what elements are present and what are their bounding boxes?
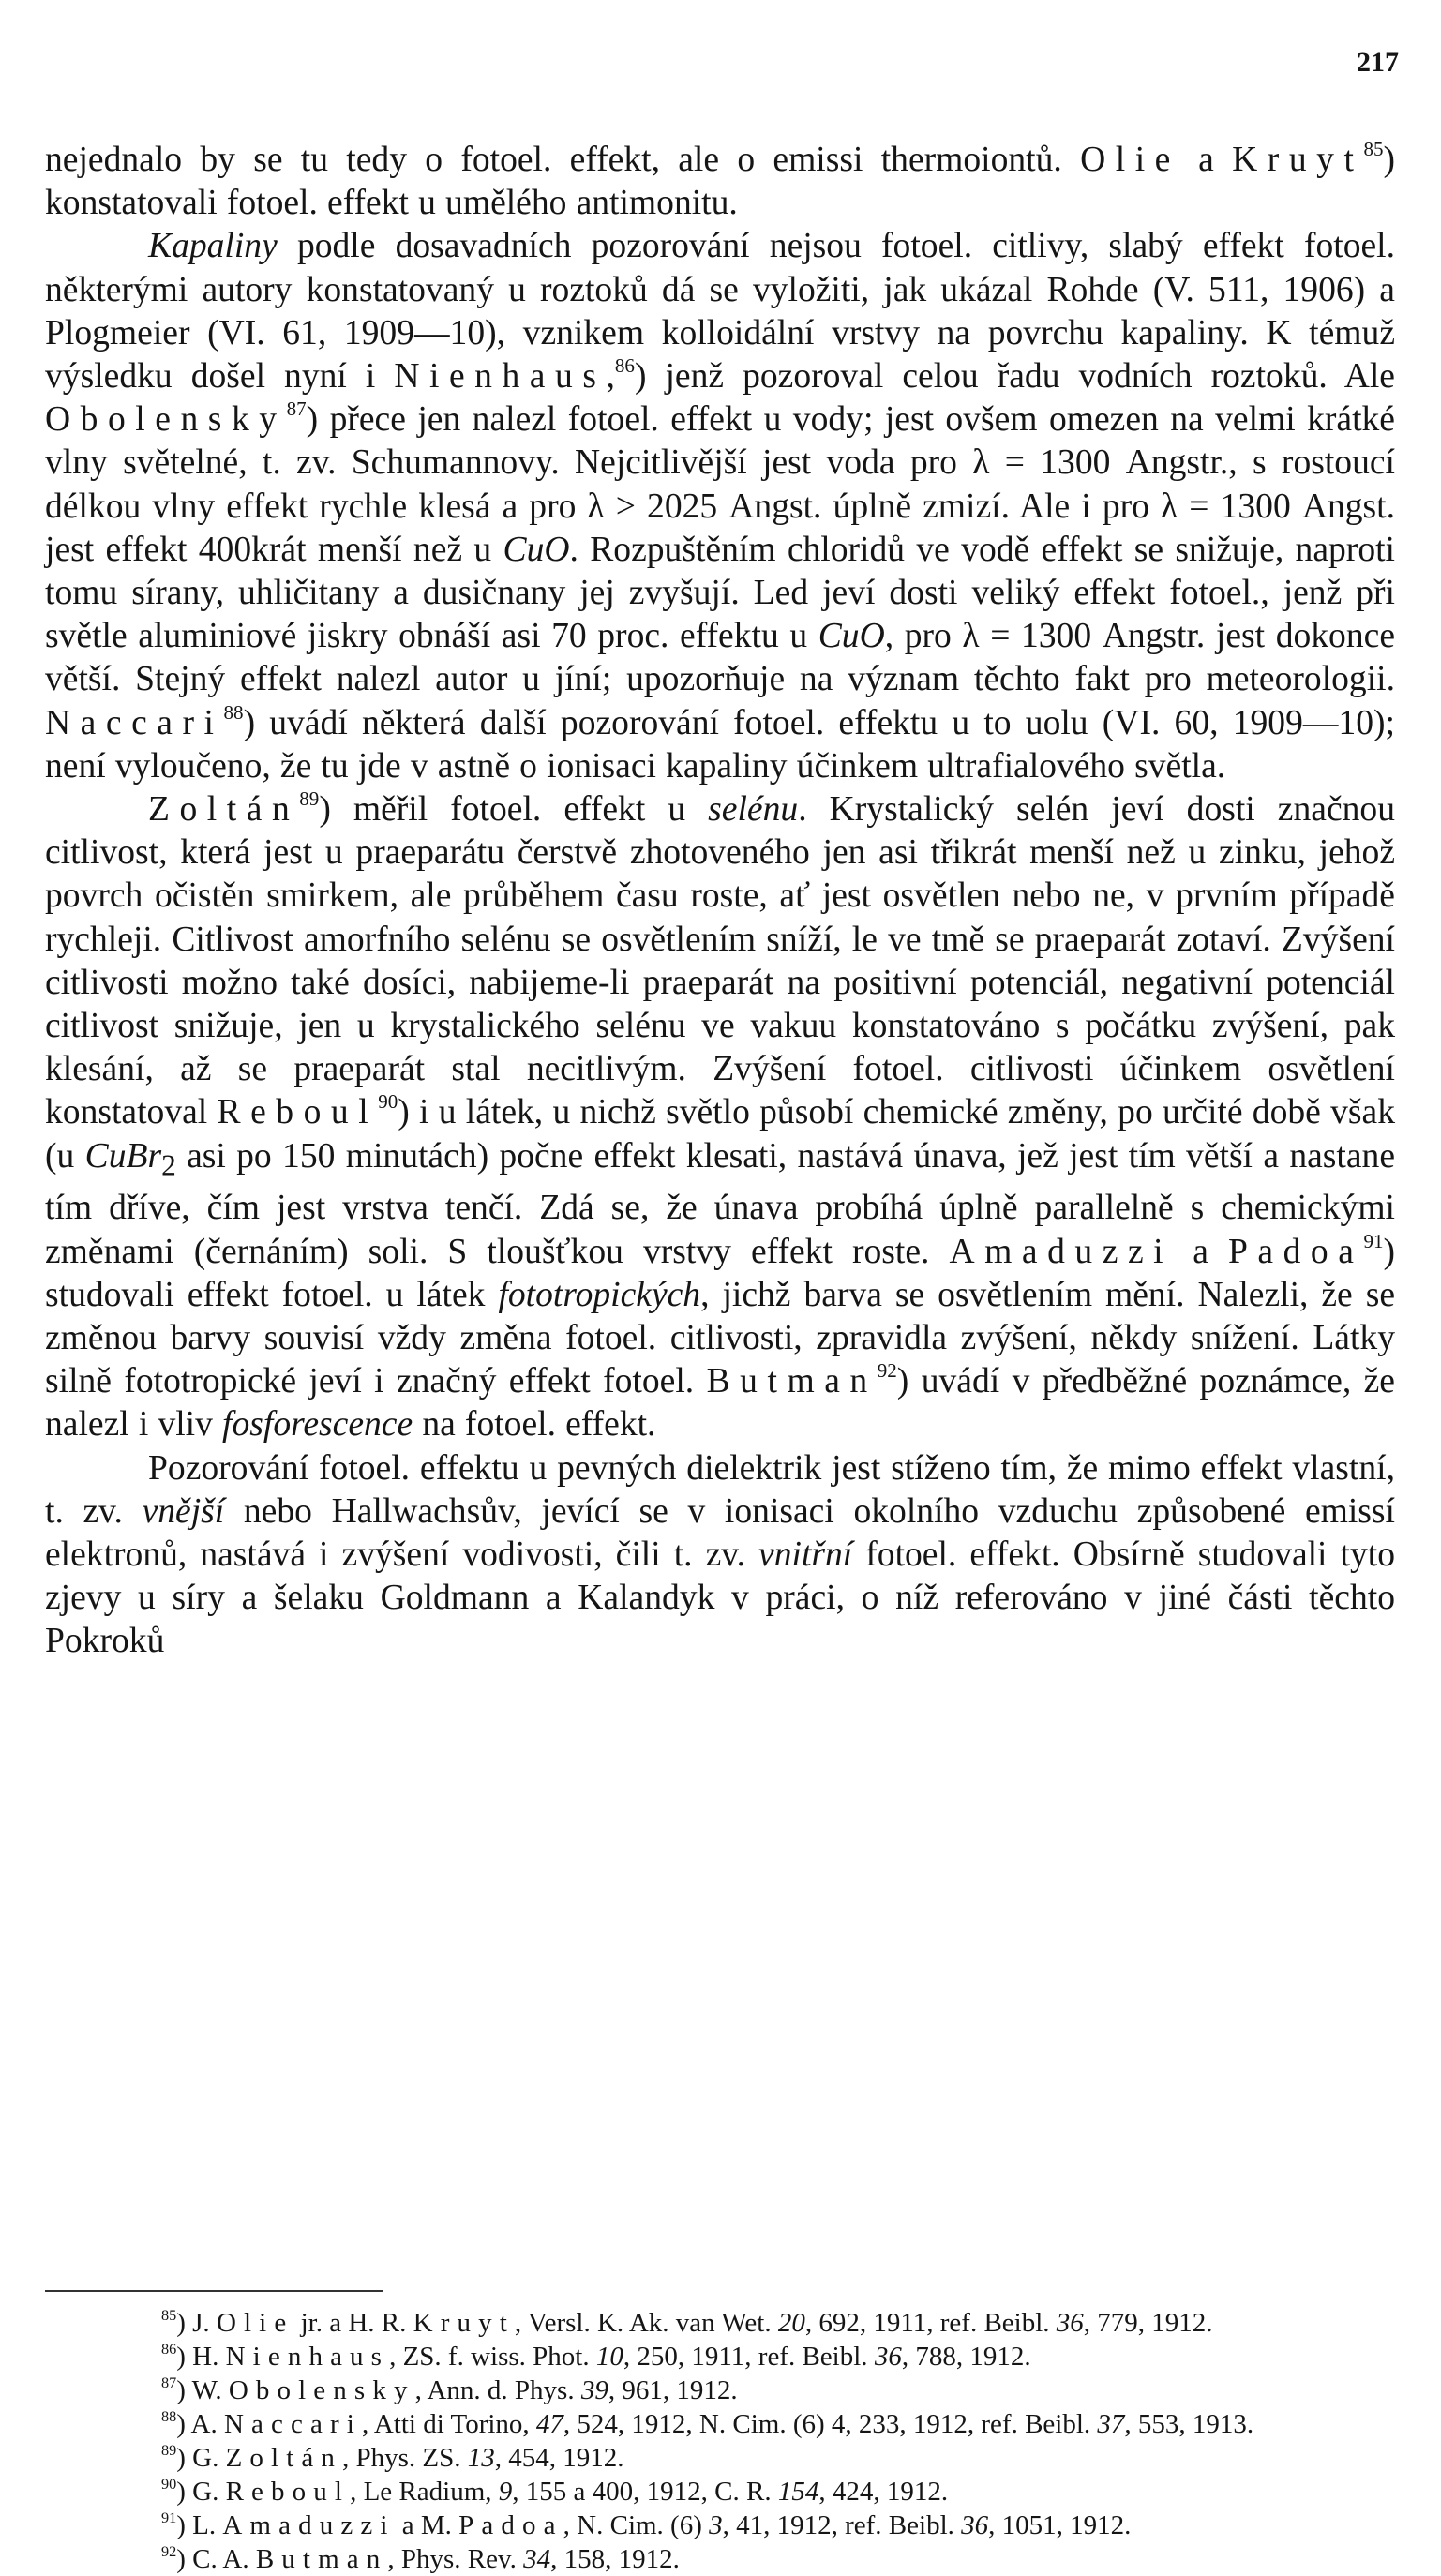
text-run: . Rozpuštěním chloridů ve vodě effekt se snižuje, naproti tomu sírany, uhličitany a dusičnany jej zvyšují. Led jeví dosti veliký effekt fotoel., jenž při světle aluminiové jiskry obnáší asi 70 proc. effektu u	[45, 530, 1395, 656]
author-name: Butman	[255, 2544, 388, 2574]
author-name: Olie	[216, 2308, 294, 2338]
footnote-ref: 90	[378, 1090, 398, 1114]
footnote-ref: 92	[161, 2542, 177, 2560]
italic-term: 36	[961, 2510, 989, 2540]
text-run: fotoel. effekt. Obsírně studovali tyto zjevy u síry a šelaku Goldmann a Kalandyk v práci, o níž referováno v jiné části těchto Pokroků	[45, 1535, 1395, 1661]
author-name: Amaduzzi	[949, 1232, 1174, 1271]
text-run: ) G.	[176, 2443, 226, 2473]
text-run: , jichž barva se osvětlením mění. Nalezli, že se změnou barvy souvisí vždy změna fotoel. citlivosti, zpravidla zvýšení, někdy snížení. Látky silně fototropické jeví i značný effekt fotoel.	[45, 1275, 1396, 1401]
page-number: 217	[1357, 47, 1399, 78]
footnote	[45, 2542, 1395, 2576]
italic-term: fototropických	[498, 1275, 701, 1314]
author-name: Obolensky	[45, 400, 287, 440]
subscript: 2	[161, 1148, 176, 1182]
italic-term: fosforescence	[222, 1405, 413, 1445]
text-run: , 788, 1912.	[901, 2342, 1031, 2372]
author-name: Obolensky	[228, 2375, 415, 2405]
italic-term: 20	[777, 2308, 805, 2338]
paragraph	[45, 788, 1395, 1447]
text-run: , 454, 1912.	[494, 2443, 624, 2473]
text-run: ) H.	[176, 2342, 226, 2372]
text-run: , Versl. K. Ak. van Wet.	[514, 2308, 778, 2338]
text-run: , 524, 1912, N. Cim. (6) 4, 233, 1912, ref. Beibl.	[563, 2409, 1098, 2439]
footnote-ref: 91	[161, 2509, 177, 2526]
author-name: Kruyt	[413, 2308, 515, 2338]
italic-term: vnitřní	[758, 1535, 853, 1575]
italic-term: 36	[1056, 2308, 1084, 2338]
text-run: , 155 a 400, 1912, C. R.	[512, 2477, 778, 2507]
paragraph	[45, 225, 1395, 788]
footnote	[45, 2374, 1395, 2407]
text-run: , 158, 1912.	[550, 2544, 680, 2574]
text-run: , Atti di Torino,	[361, 2409, 536, 2439]
text-run: ) i u látek, u nichž světlo působí chemické změny, po určité době však (u	[45, 1093, 1395, 1176]
footnote	[45, 2509, 1395, 2542]
text-run: ) W.	[176, 2375, 229, 2405]
text-run: ) uvádí v předběžné poznámce, že nalezl i vliv	[45, 1362, 1395, 1445]
text-run: asi po 150 minutách) počne effekt klesati, nastává únava, jež jest tím větší a nastane tím dříve, čím jest vrstva tenčí. Zdá se, že únava probíhá úplně parallelně s chemickými změnami (černáním) soli. S tloušťkou vrstvy effekt roste.	[45, 1136, 1396, 1271]
italic-term: CuBr	[84, 1136, 162, 1176]
footnote-ref: 87	[161, 2374, 177, 2391]
text-run: , ZS. f. wiss. Phot.	[389, 2342, 596, 2372]
author-name: Zoltán	[148, 790, 300, 830]
footnote-ref: 86	[161, 2340, 177, 2358]
author-name: Reboul	[217, 1093, 379, 1132]
italic-term: Kapaliny	[148, 227, 278, 266]
footnote-ref: 89	[161, 2441, 177, 2459]
text-run: , 424, 1912.	[818, 2477, 949, 2507]
text-run: , 553, 1913.	[1124, 2409, 1254, 2439]
text-run: nejednalo by se tu tedy o fotoel. effekt, ale o emissi thermoiontů.	[45, 141, 1081, 179]
text-run: ) J.	[176, 2308, 217, 2338]
italic-term: 36	[874, 2342, 902, 2372]
footnote-ref: 91	[1363, 1229, 1384, 1252]
author-name: Padoa	[1227, 1232, 1364, 1271]
footnote-ref: 88	[161, 2407, 177, 2425]
footnote-ref: 85	[1363, 138, 1384, 161]
text-run: na fotoel. effekt.	[413, 1405, 656, 1445]
italic-term: 9	[498, 2477, 513, 2507]
paragraph	[45, 1447, 1395, 1664]
text-run: , 41, 1912, ref. Beibl.	[722, 2510, 962, 2540]
text-run: a	[1179, 141, 1233, 179]
italic-term: 37	[1097, 2409, 1125, 2439]
author-name: Padoa	[458, 2510, 563, 2540]
text-run: , 961, 1912.	[608, 2375, 738, 2405]
text-run: , 250, 1911, ref. Beibl.	[623, 2342, 875, 2372]
footnote	[45, 2475, 1395, 2509]
text-run: Pozorování fotoel. effektu u pevných dielektrik jest stíženo tím, že mimo effekt vlastní, t. zv.	[45, 1448, 1395, 1531]
italic-term: vnější	[142, 1491, 225, 1531]
text-run: ) A.	[176, 2409, 224, 2439]
text-run: ) konstatovali fotoel. effekt u umělého antimonitu.	[45, 141, 1395, 223]
text-run: jr. a H. R.	[293, 2308, 413, 2338]
footnote-ref: 92	[877, 1359, 897, 1383]
author-name: Butman	[706, 1362, 878, 1401]
text-run: . Krystalický selén jeví dosti značnou citlivost, která jest u praeparátu čerstvě zhotoveného jen asi třikrát menší než u zinku, jehož povrch očistěn smirkem, ale průběhem času roste, ať jest osvětlen nebo ne, v prvním případě rychleji. Citlivost amorfního selénu se osvětlením sníží, le ve tmě se praeparát zotaví. Zvýšení citlivosti možno také dosíci, nabijeme-li praeparát na positivní potenciál, negativní potenciál citlivost snižuje, jen u krystalického selénu ve vakuu konstatováno s počátku zvýšení, pak klesání, až se praeparát stal necitlivým. Zvýšení fotoel. citlivosti účinkem osvětlení konstatoval	[45, 790, 1395, 1132]
italic-term: CuO	[818, 617, 885, 656]
footnote-ref: 86	[614, 354, 635, 378]
body-text	[45, 139, 1395, 1664]
author-name: Naccari	[45, 703, 224, 742]
text-run: , 1051, 1912.	[988, 2510, 1132, 2540]
text-run: , 779, 1912.	[1083, 2308, 1213, 2338]
footnote	[45, 2340, 1395, 2374]
text-run: , Le Radium,	[350, 2477, 499, 2507]
text-run: , pro λ = 1300 Angstr. jest dokonce větší. Stejný effekt nalezl autor u jíní; upozorňuje na význam těchto fakt pro meteorologii.	[45, 617, 1395, 699]
italic-term: CuO	[503, 530, 570, 569]
text-run: nebo Hallwachsův, jevící se v ionisaci okolního vzduchu způsobené emissí elektronů, nastává i zvýšení vodivosti, čili t. zv.	[45, 1491, 1395, 1575]
author-name: Nienhaus	[394, 357, 607, 397]
footnote	[45, 2407, 1395, 2441]
author-name: Zoltán	[225, 2443, 343, 2473]
footnotes	[45, 2306, 1395, 2576]
text-run: ) přece jen nalezl fotoel. effekt u vody; jest ovšem omezen na velmi krátké vlny světelné, t. zv. Schumannovy. Nejcitlivější jest voda pro λ = 1300 Angstr., s rostoucí délkou vlny effekt rychle klesá a pro λ > 2025 Angst. úplně zmizí. Ale i pro λ = 1300 Angst. jest effekt 400krát menší než u	[45, 400, 1395, 569]
text-run: a M.	[395, 2510, 459, 2540]
author-name: Nienhaus	[225, 2342, 390, 2372]
text-run: ) uvádí některá další pozorování fotoel. effektu u to uolu (VI. 60, 1909—10); není vyloučeno, že tu jde v astně o ionisaci kapaliny účinkem ultrafialového světla.	[45, 703, 1395, 786]
italic-term: 47	[535, 2409, 563, 2439]
text-run: , Phys. ZS.	[342, 2443, 468, 2473]
italic-term: 39	[580, 2375, 608, 2405]
footnote-divider	[45, 2290, 383, 2292]
italic-term: 13	[467, 2443, 495, 2473]
author-name: Reboul	[225, 2477, 351, 2507]
paragraph	[45, 139, 1395, 225]
footnote	[45, 2441, 1395, 2475]
italic-term: 3	[709, 2510, 723, 2540]
text-run: podle dosavadních pozorování nejsou fotoel. citlivy, slabý effekt fotoel. některými autory konstatovaný u roztoků dá se vyložiti, jak ukázal Rohde (V. 511, 1906) a Plogmeier (VI. 61, 1909—10), vznikem kolloidální vrstvy na povrchu kapaliny. K témuž výsledku došel nyní i	[45, 227, 1395, 397]
italic-term: 10	[595, 2342, 623, 2372]
author-name: Naccari	[223, 2409, 362, 2439]
text-run: ,	[606, 357, 615, 397]
text-run: , N. Cim. (6)	[563, 2510, 710, 2540]
text-run: ) G.	[176, 2477, 226, 2507]
text-run: , Phys. Rev.	[387, 2544, 524, 2574]
text-run: ) jenž pozoroval celou řadu vodních roztoků. Ale	[634, 357, 1395, 397]
text-run: ) C. A.	[176, 2544, 256, 2574]
text-run: , Ann. d. Phys.	[414, 2375, 581, 2405]
footnote-ref: 85	[161, 2306, 177, 2324]
italic-term: selénu	[708, 790, 799, 830]
footnote-ref: 89	[299, 787, 320, 811]
footnote-ref: 90	[161, 2475, 177, 2493]
italic-term: 154	[777, 2477, 819, 2507]
text-run: ) studovali effekt fotoel. u látek	[45, 1232, 1395, 1314]
author-name: Kruyt	[1232, 141, 1364, 179]
footnote	[45, 2306, 1395, 2340]
text-run: , 692, 1911, ref. Beibl.	[804, 2308, 1057, 2338]
footnote-ref: 88	[223, 700, 244, 724]
text-run: ) L.	[176, 2510, 223, 2540]
author-name: Olie	[1080, 141, 1180, 179]
text-run: ) měřil fotoel. effekt u	[319, 790, 709, 830]
text-run: a	[1173, 1232, 1228, 1271]
italic-term: 34	[523, 2544, 551, 2574]
footnote-ref: 87	[286, 397, 307, 421]
author-name: Amaduzzi	[222, 2510, 396, 2540]
